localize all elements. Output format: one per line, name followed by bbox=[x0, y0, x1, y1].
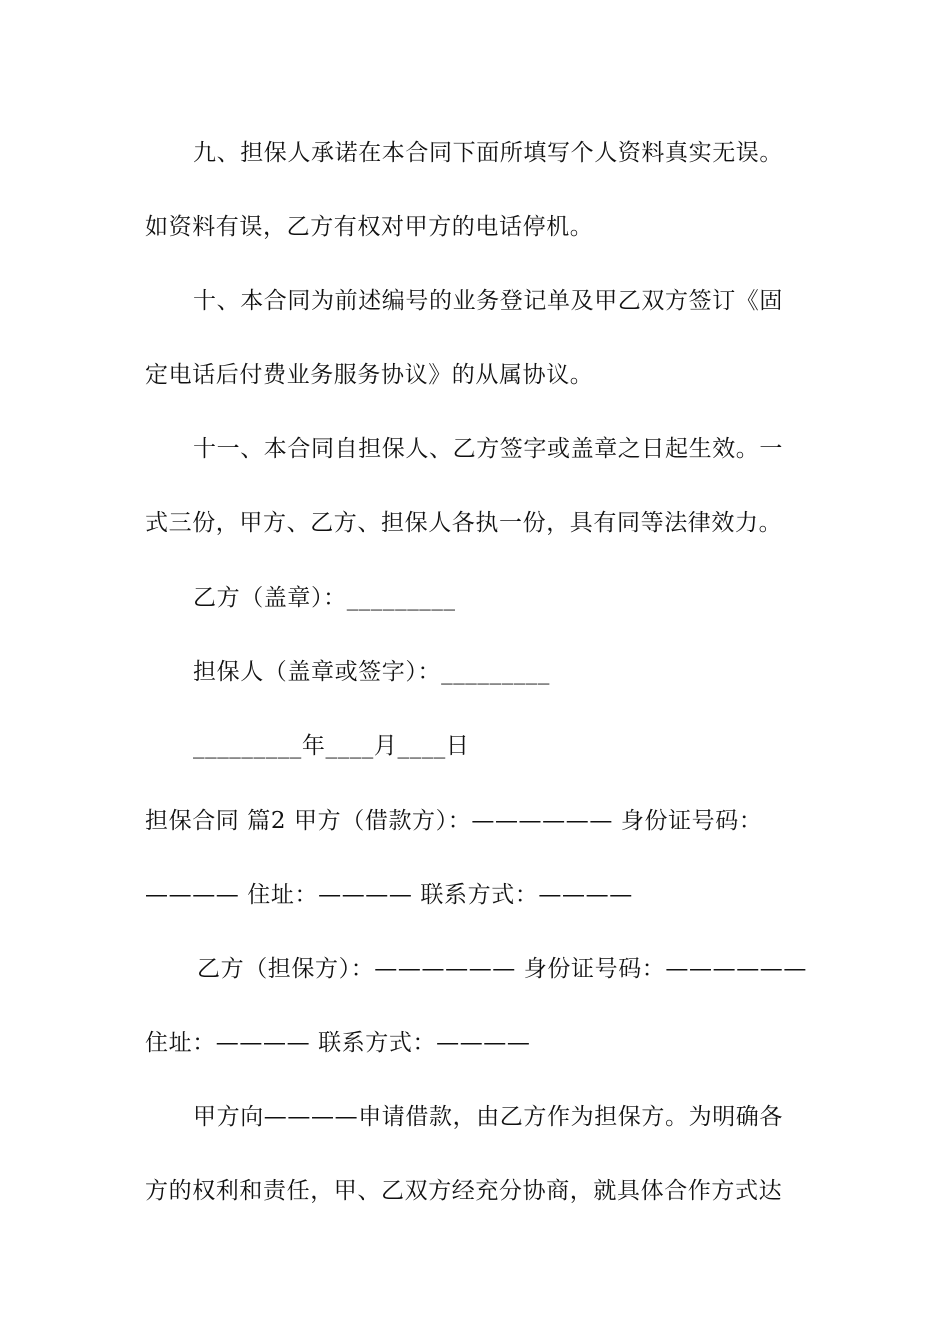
clause-9-line-1: 九、担保人承诺在本合同下面所填写个人资料真实无误。 bbox=[193, 140, 783, 166]
clause-11-line-2: 式三份，甲方、乙方、担保人各执一份，具有同等法律效力。 bbox=[145, 510, 783, 536]
clause-10-line-2: 定电话后付费业务服务协议》的从属协议。 bbox=[145, 362, 594, 388]
guarantor-signature-line: 担保人（盖章或签字）：_________ bbox=[193, 659, 550, 685]
clause-10-line-1: 十、本合同为前述编号的业务登记单及甲乙双方签订《固 bbox=[193, 288, 783, 314]
party-b-address-line: 住址：———— 联系方式：———— bbox=[145, 1030, 531, 1056]
party-b-guarantor-line: 乙方（担保方）：—————— 身份证号码：—————— bbox=[197, 956, 808, 982]
party-b-seal-line: 乙方（盖章）：_________ bbox=[193, 585, 456, 611]
clause-9-line-2: 如资料有误，乙方有权对甲方的电话停机。 bbox=[145, 214, 594, 240]
party-a-address-line: ———— 住址：———— 联系方式：———— bbox=[145, 882, 633, 908]
contract-2-heading-line: 担保合同 篇2 甲方（借款方）：—————— 身份证号码： bbox=[145, 808, 763, 834]
clause-11-line-1: 十一、本合同自担保人、乙方签字或盖章之日起生效。一 bbox=[193, 436, 783, 462]
intro-paragraph-line-2: 方的权利和责任，甲、乙双方经充分协商，就具体合作方式达 bbox=[145, 1178, 783, 1204]
date-line: _________年____月____日 bbox=[193, 733, 470, 759]
intro-paragraph-line-1: 甲方向————申请借款，由乙方作为担保方。为明确各 bbox=[193, 1104, 783, 1130]
